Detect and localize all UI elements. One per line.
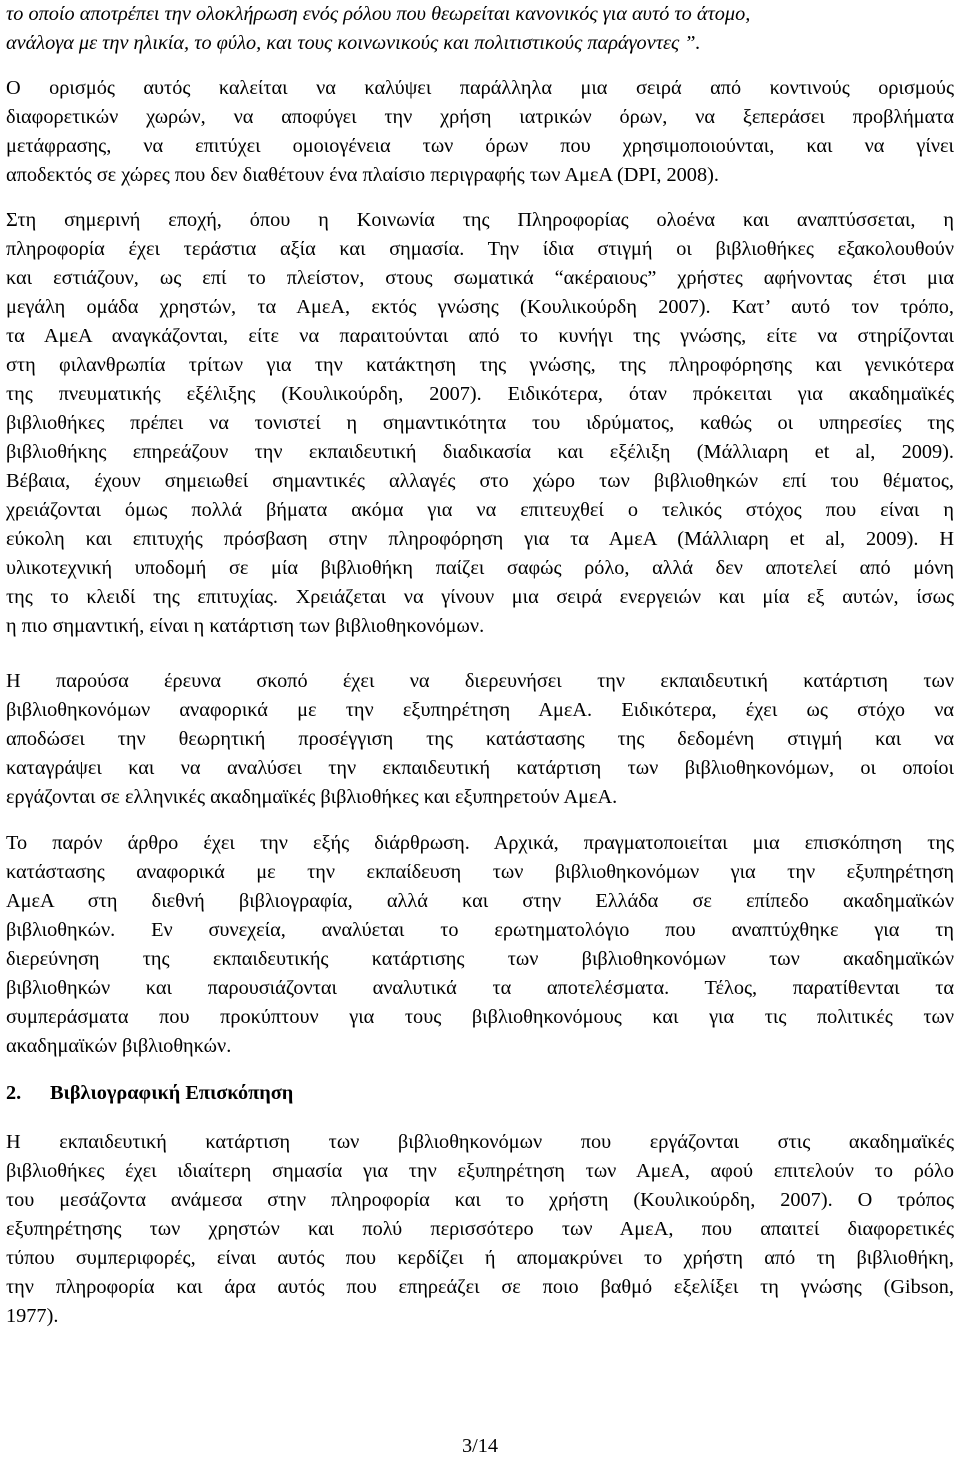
text-line: εύκολη και επιτυχής πρόσβαση στην πληροφόρηση για τα ΑμεΑ (Μάλλιαρη et al, 2009). Η — [6, 528, 954, 550]
text-line: μετάφρασης, να επιτύχει ομοιογένεια των όρων που χρησιμοποιούνται, και να γίνει — [6, 135, 954, 157]
text-line: Η παρούσα έρευνα σκοπό έχει να διερευνήσει την εκπαιδευτική κατάρτιση των — [6, 670, 954, 692]
section-title: Βιβλιογραφική Επισκόπηση — [50, 1082, 294, 1104]
text-line: συμπεράσματα που προκύπτουν για τους βιβλιοθηκονόμους και για τις πολιτικές των — [6, 1006, 954, 1028]
paragraph-definition-scope — [6, 74, 954, 190]
text-line: βιβλιοθήκες πρέπει να τονιστεί η σημαντικότητα του ιδρύματος, καθώς οι υπηρεσίες της — [6, 412, 954, 434]
text-line: το οποίο αποτρέπει την ολοκλήρωση ενός ρόλου που θεωρείται κανονικός για αυτό το άτομο, — [6, 3, 751, 25]
text-line: Το παρόν άρθρο έχει την εξής διάρθρωση. Αρχικά, πραγματοποιείται μια επισκόπηση της — [6, 832, 954, 854]
text-line: διερεύνηση της εκπαιδευτικής κατάρτισης των βιβλιοθηκονόμων των ακαδημαϊκών — [6, 948, 954, 970]
text-line: βιβλιοθήκες έχει ιδιαίτερη σημασία για την εξυπηρέτηση των ΑμεΑ, αφού επιτελούν το ρόλο — [6, 1160, 954, 1182]
text-line: στη φιλανθρωπία τρίτων για την κατάκτηση της γνώσης, της πληροφόρησης και γενικότερα — [6, 354, 954, 376]
text-line: μεγάλη ομάδα χρηστών, τα ΑμεΑ, εκτός γνώσης (Κουλικούρδη 2007). Κατ’ αυτό τον τρόπο, — [6, 296, 954, 318]
text-line: υλικοτεχνική υποδομή σε μία βιβλιοθήκη παίζει σαφώς ρόλο, αλλά δεν αποτελεί από μόνη — [6, 557, 954, 579]
text-line: η πιο σημαντική, είναι η κατάρτιση των βιβλιοθηκονόμων. — [6, 615, 485, 637]
text-line: ανάλογα με την ηλικία, το φύλο, και τους κοινωνικούς και πολιτιστικούς παράγοντες ”. — [6, 32, 701, 54]
text-line: εξυπηρέτησης των χρηστών και πολύ περισσότερο των ΑμεΑ, που απαιτεί διαφορετικές — [6, 1218, 954, 1240]
paragraph-article-structure — [6, 829, 954, 1061]
text-line: της πνευματικής εξέλιξης (Κουλικούρδη, 2007). Ειδικότερα, όταν πρόκειται για ακαδημαϊκές — [6, 383, 954, 405]
text-line: διαφορετικών χωρών, να αποφύγει την χρήση ιατρικών όρων, να ξεπεράσει προβλήματα — [6, 106, 954, 128]
text-line: κατάστασης αναφορικά με την εκπαίδευση των βιβλιοθηκονόμων για την εξυπηρέτηση — [6, 861, 954, 883]
text-line: αποδώσει την θεωρητική προσέγγιση της κατάστασης της δεδομένη στιγμή και να — [6, 728, 954, 750]
text-line: του μεσάζοντα ανάμεσα στην πληροφορία και το χρήστη (Κουλικούρδη, 2007). Ο τρόπος — [6, 1189, 954, 1211]
text-line: βιβλιοθηκονόμων αναφορικά με την εξυπηρέτηση ΑμεΑ. Ειδικότερα, έχει ως στόχο να — [6, 699, 954, 721]
text-line: βιβλιοθηκών. Εν συνεχεία, αναλύεται το ερωτηματολόγιο που αναπτύχθηκε για τη — [6, 919, 954, 941]
paragraph-research-aim — [6, 667, 954, 812]
text-line: της το κλειδί της επιτυχίας. Χρειάζεται να γίνουν μια σειρά ενεργειών και μία εξ αυτών, ίσως — [6, 586, 954, 608]
text-line: Ο ορισμός αυτός καλείται να καλύψει παράλληλα μια σειρά από κοντινούς ορισμούς — [6, 77, 954, 99]
paragraph-definition-end — [6, 0, 954, 58]
page-number: 3/14 — [461, 1435, 499, 1457]
text-line: Η εκπαιδευτική κατάρτιση των βιβλιοθηκονόμων που εργάζονται στις ακαδημαϊκές — [6, 1131, 954, 1153]
text-line: χρειάζονται όμως πολλά βήματα ακόμα για να επιτευχθεί ο τελικός στόχος που είναι η — [6, 499, 954, 521]
section-heading — [6, 1079, 293, 1108]
paragraph-literature-review — [6, 1128, 954, 1331]
paragraph-information-society — [6, 206, 954, 641]
text-line: 1977). — [6, 1305, 59, 1327]
text-line: Στη σημερινή εποχή, όπου η Κοινωνία της Πληροφορίας ολοένα και αναπτύσσεται, η — [6, 209, 954, 231]
text-line: ΑμεΑ στη διεθνή βιβλιογραφία, αλλά και στην Ελλάδα σε επίπεδο ακαδημαϊκών — [6, 890, 954, 912]
text-line: την πληροφορία και άρα αυτός που επηρεάζει σε ποιο βαθμό εξελίξει τη γνώσης (Gibson, — [6, 1276, 954, 1298]
text-line: βιβλιοθηκών και παρουσιάζονται αναλυτικά τα αποτελέσματα. Τέλος, παρατίθενται τα — [6, 977, 954, 999]
text-line: καταγράψει και να αναλύσει την εκπαιδευτική κατάρτιση των βιβλιοθηκονόμων, οι οποίοι — [6, 757, 954, 779]
text-line: Βέβαια, έχουν σημειωθεί σημαντικές αλλαγές στο χώρο των βιβλιοθηκών επί του θέματος, — [6, 470, 954, 492]
text-line: εργάζονται σε ελληνικές ακαδημαϊκές βιβλιοθήκες και εξυπηρετούν ΑμεΑ. — [6, 786, 618, 808]
text-line: τα ΑμεΑ αναγκάζονται, είτε να παραιτούνται από το κυνήγι της γνώσης, είτε να στηρίζονται — [6, 325, 954, 347]
text-line: τύπου συμπεριφορές, είναι αυτός που κερδίζει ή απομακρύνει το χρήστη από τη βιβλιοθήκη, — [6, 1247, 954, 1269]
text-line: ακαδημαϊκών βιβλιοθηκών. — [6, 1035, 232, 1057]
section-number: 2. — [6, 1082, 22, 1104]
text-line: αποδεκτός σε χώρες που δεν διαθέτουν ένα πλαίσιο περιγραφής των ΑμεΑ (DPI, 2008). — [6, 164, 719, 186]
text-line: πληροφορία έχει τεράστια αξία και σημασία. Την ίδια στιγμή οι βιβλιοθήκες εξακολουθούν — [6, 238, 954, 260]
text-line: και εστιάζουν, ως επί το πλείστον, στους σωματικά “ακέραιους” χρήστες αφήνοντας έτσι μια — [6, 267, 954, 289]
text-line: βιβλιοθήκης επηρεάζουν την εκπαιδευτική διαδικασία και εξέλιξη (Μάλλιαρη et al, 2009). — [6, 441, 954, 463]
